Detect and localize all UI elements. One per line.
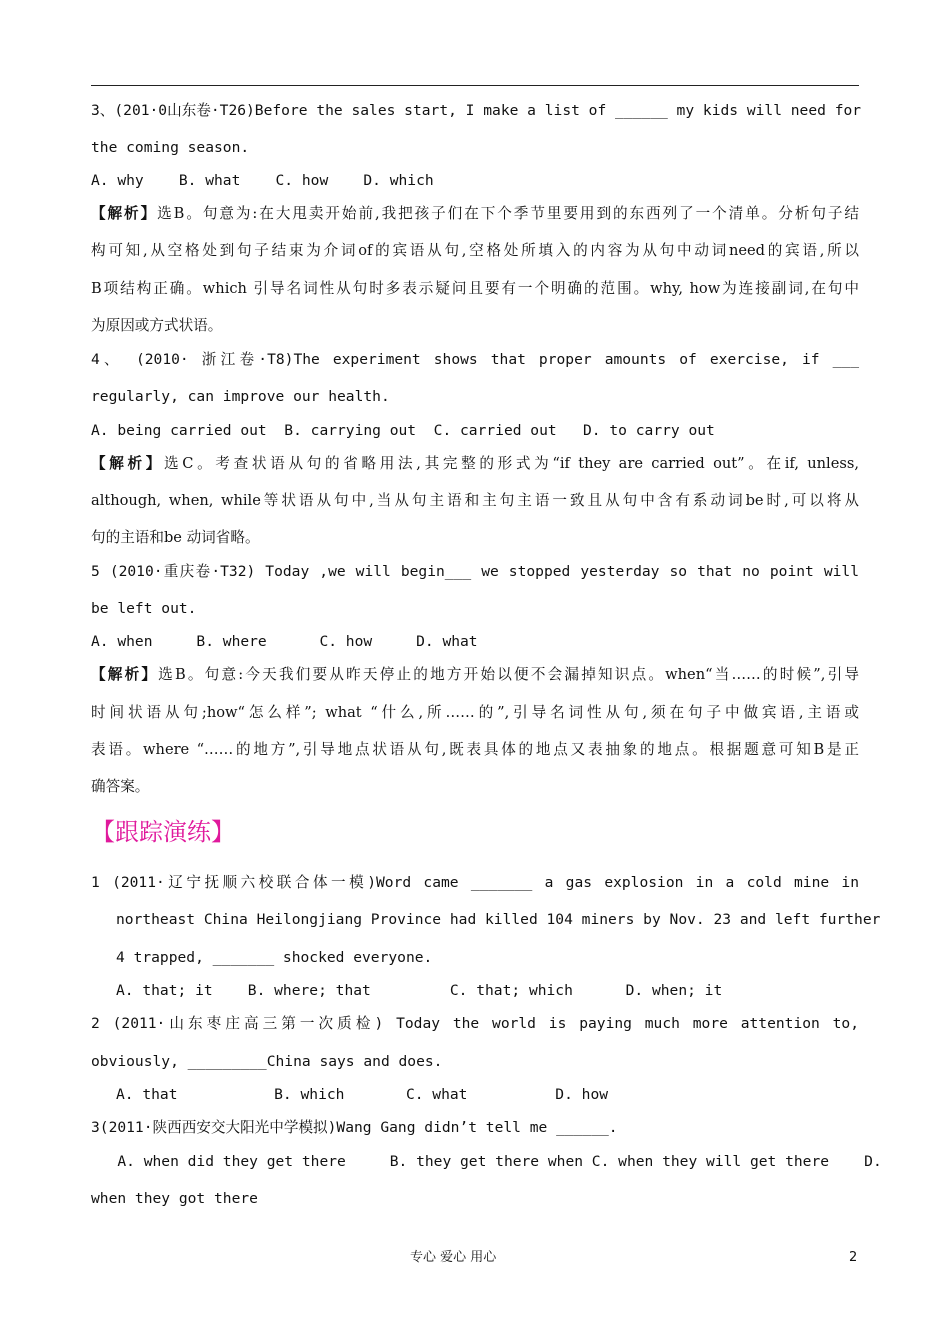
analysis-text: 选B。句意为:在大甩卖开始前,我把孩子们在下个季节里要用到的东西列了一个清单。分析句子结	[157, 205, 859, 222]
analysis-tag: 【解析】	[91, 455, 165, 472]
p3-line2: A. when did they get there B. they get there when C. when they will get there D.	[91, 1153, 882, 1170]
analysis-tag: 【解析】	[91, 666, 159, 683]
p2-options: A. that B. which C. what D. how	[116, 1086, 609, 1103]
section-heading: 【跟踪演练】	[91, 818, 235, 846]
q3-options: A. why B. what C. how D. which	[91, 172, 434, 189]
q3-analysis-line1	[91, 203, 859, 225]
q4-analysis-line1	[91, 453, 859, 475]
p1-line3: 4 trapped, _______ shocked everyone.	[116, 949, 433, 966]
q5-analysis-line2: 时间状语从句;how“怎么样”; what “什么,所……的”,引导名词性从句,须在句子中做宾语,主语或	[91, 704, 859, 721]
p1-line1: 1 (2011·辽宁抚顺六校联合体一模)Word came _______ a gas explosion in a cold mine in	[91, 874, 859, 891]
q3-line2: the coming season.	[91, 139, 250, 156]
p2-line1: 2 (2011·山东枣庄高三第一次质检) Today the world is paying much more attention to,	[91, 1015, 859, 1032]
header-rule	[91, 85, 859, 86]
p3-line3: when they got there	[91, 1190, 258, 1207]
analysis-text: 选B。句意:今天我们要从昨天停止的地方开始以便不会漏掉知识点。when“当……的时候”,引导	[158, 666, 859, 683]
q4-line2: regularly, can improve our health.	[91, 388, 390, 405]
q5-analysis-line3: 表语。where “……的地方”,引导地点状语从句,既表具体的地点又表抽象的地点。根据题意可知B是正	[91, 741, 859, 758]
analysis-tag: 【解析】	[91, 205, 158, 222]
q5-analysis-line1	[91, 664, 859, 686]
p1-options: A. that; it B. where; that C. that; which D. when; it	[116, 982, 723, 999]
p2-line2: obviously, _________China says and does.	[91, 1053, 443, 1070]
q3-line1: 3、(201·0山东卷·T26)Before the sales start, I make a list of ______ my kids will need for	[91, 102, 862, 119]
q5-line1: 5 (2010·重庆卷·T32) Today ,we will begin___ we stopped yesterday so that no point will	[91, 563, 859, 580]
q4-analysis-line2: although, when, while等状语从句中,当从句主语和主句主语一致且从句中含有系动词be时,可以将从	[91, 492, 859, 509]
q4-line1: 4、 (2010· 浙江卷·T8)The experiment shows that proper amounts of exercise, if ___	[91, 351, 859, 368]
p1-line2: northeast China Heilongjiang Province had killed 104 miners by Nov. 23 and left further	[116, 911, 881, 928]
page-number: 2	[849, 1250, 858, 1265]
q4-analysis-line3: 句的主语和be 动词省略。	[91, 529, 260, 546]
p3-line1: 3(2011·陕西西安交大阳光中学模拟)Wang Gang didn’t tell me ______.	[91, 1119, 618, 1136]
q4-options: A. being carried out B. carrying out C. carried out D. to carry out	[91, 422, 715, 439]
q5-analysis-line4: 确答案。	[91, 778, 150, 795]
analysis-text: 选C。考查状语从句的省略用法,其完整的形式为“if they are carried out”。在if, unless,	[164, 455, 859, 472]
q3-analysis-line3: B项结构正确。which 引导名词性从句时多表示疑问且要有一个明确的范围。why, how为连接副词,在句中	[91, 280, 859, 297]
footer-motto: 专心 爱心 用心	[410, 1250, 497, 1265]
q3-analysis-line2: 构可知,从空格处到句子结束为介词of的宾语从句,空格处所填入的内容为从句中动词need的宾语,所以	[91, 242, 859, 259]
q3-analysis-line4: 为原因或方式状语。	[91, 317, 223, 334]
q5-options: A. when B. where C. how D. what	[91, 633, 478, 650]
q5-line2: be left out.	[91, 600, 197, 617]
